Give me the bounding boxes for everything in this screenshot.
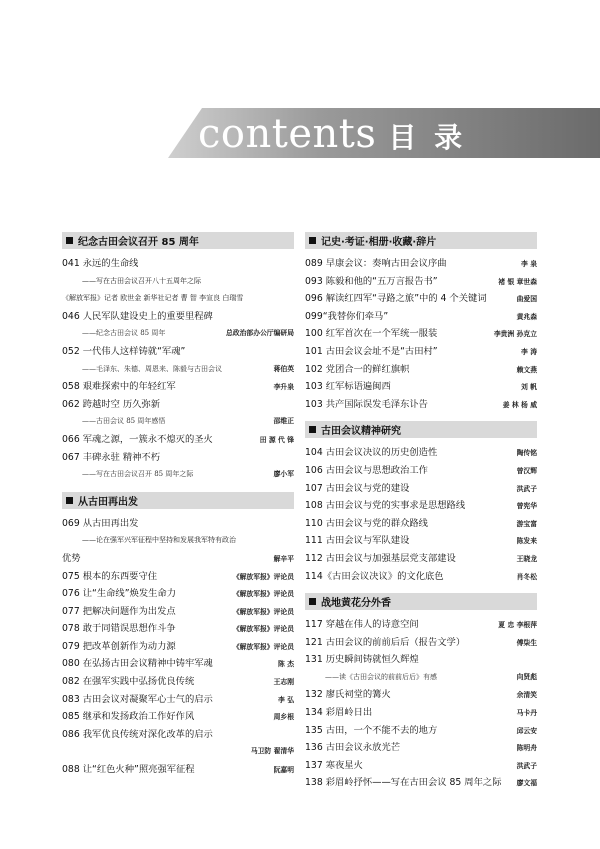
left-column bbox=[62, 232, 294, 779]
square-bullet-icon bbox=[309, 426, 316, 433]
entry-author: 阮嘉明 bbox=[273, 766, 294, 775]
toc-entry[interactable]: 132 廖氏祠堂的篝火 余清笑 bbox=[305, 686, 537, 704]
entry-author: 田 源 代 锋 bbox=[259, 435, 294, 444]
entry-author: 《解放军报》评论员 bbox=[232, 590, 294, 599]
entry-author: 李 涛 bbox=[521, 347, 537, 356]
entry-author: 游宝富 bbox=[516, 519, 537, 528]
entry-author: 曲爱国 bbox=[516, 295, 537, 304]
toc-entry[interactable]: 079 把改革创新作为动力源 《解放军报》评论员 bbox=[62, 638, 294, 656]
entry-author: 李贵洲 孙克立 bbox=[493, 330, 537, 339]
entry-author: 陈明舟 bbox=[516, 744, 537, 753]
toc-entry[interactable]: 069 从古田再出发 bbox=[62, 517, 139, 529]
square-bullet-icon bbox=[66, 497, 73, 504]
toc-entry[interactable]: 085 继承和发扬政治工作好作风 周乡根 bbox=[62, 708, 294, 726]
toc-entry[interactable]: 112 古田会议与加强基层党支部建设 王晓龙 bbox=[305, 550, 537, 568]
toc-entry[interactable]: 103 共产国际误发毛泽东讣告 姜 林 杨 威 bbox=[305, 396, 537, 414]
toc-entry[interactable]: 082 在强军实践中弘扬优良传统 王志刚 bbox=[62, 673, 294, 691]
section-header: 记史·考证·相册·收藏·辞片 bbox=[305, 232, 537, 249]
entry-author: 总政治部办公厅编研局 bbox=[226, 329, 294, 338]
entry-author: 肖冬松 bbox=[516, 572, 537, 581]
square-bullet-icon bbox=[66, 237, 73, 244]
toc-entry[interactable]: 066 军魂之源，一簇永不熄灭的圣火 田 源 代 锋 bbox=[62, 431, 294, 449]
entry-author: 廖文福 bbox=[516, 779, 537, 788]
entry-author: 李升泉 bbox=[273, 383, 294, 392]
entry-author: 褚 银 章世森 bbox=[498, 277, 537, 286]
toc-entry[interactable]: 108 古田会议与党的实事求是思想路线 曾宪华 bbox=[305, 497, 537, 515]
entry-author: 马卡丹 bbox=[516, 709, 537, 718]
toc-entry[interactable]: 075 根本的东西要守住 《解放军报》评论员 bbox=[62, 568, 294, 586]
section-header: 战地黄花分外香 bbox=[305, 593, 537, 610]
toc-entry[interactable]: 096 解读红四军“寻路之旅”中的 4 个关键词 曲爱国 bbox=[305, 290, 537, 308]
square-bullet-icon bbox=[309, 598, 316, 605]
entry-author: 洪武子 bbox=[516, 761, 537, 770]
toc-entry[interactable]: 078 敢于同错误思想作斗争 《解放军报》评论员 bbox=[62, 620, 294, 638]
entry-subtitle: ——纪念古田会议 85 周年 总政治部办公厅编研局 bbox=[62, 325, 294, 343]
toc-entry[interactable]: 088 让“红色火种”照亮强军征程 阮嘉明 bbox=[62, 761, 294, 779]
entry-author: 邵维正 bbox=[273, 417, 294, 426]
entry-subtitle: ——古田会议 85 周年感悟 邵维正 bbox=[62, 413, 294, 431]
toc-entry[interactable]: 093 陈毅和他的“五万言报告书” 褚 银 章世森 bbox=[305, 273, 537, 291]
toc-entry[interactable]: 107 古田会议与党的建设 洪武子 bbox=[305, 480, 537, 498]
entry-author: 陶传铭 bbox=[516, 449, 537, 458]
entry-author: 廖小军 bbox=[273, 470, 294, 479]
toc-entry[interactable]: 103 红军标语遍闽西 刘 帆 bbox=[305, 378, 537, 396]
section-header: 纪念古田会议召开 85 周年 bbox=[62, 232, 294, 249]
toc-entry[interactable]: 104 古田会议决议的历史创造性 陶传铭 bbox=[305, 444, 537, 462]
toc-entry[interactable]: 111 古田会议与军队建设 陈发来 bbox=[305, 532, 537, 550]
entry-author: 《解放军报》评论员 bbox=[232, 607, 294, 616]
entry-author: 黄兆森 bbox=[516, 312, 537, 321]
entry-author: 李 弘 bbox=[278, 695, 294, 704]
toc-entry[interactable]: 137 寒夜星火 洪武子 bbox=[305, 757, 537, 775]
entry-author: 蒋伯英 bbox=[273, 364, 294, 373]
entry-author: 邱云安 bbox=[516, 726, 537, 735]
entry-subtitle-cont: 优势 解辛平 bbox=[62, 550, 294, 568]
entry-author: 《解放军报》评论员 bbox=[232, 625, 294, 634]
toc-entry[interactable]: 058 艰难探索中的年轻红军 李升泉 bbox=[62, 378, 294, 396]
toc-entry[interactable]: 110 古田会议与党的群众路线 游宝富 bbox=[305, 515, 537, 533]
entry-author: 向贤彪 bbox=[516, 672, 537, 681]
toc-entry[interactable]: 099“我替你们牵马” 黄兆森 bbox=[305, 308, 537, 326]
toc-entry[interactable]: 134 彩眉岭日出 马卡丹 bbox=[305, 704, 537, 722]
entry-author: 余清笑 bbox=[516, 691, 537, 700]
toc-entry[interactable]: 100 红军首次在一个军统一服装 李贵洲 孙克立 bbox=[305, 325, 537, 343]
entry-author: 解辛平 bbox=[273, 554, 294, 563]
toc-entry[interactable]: 138 彩眉岭抒怀——写在古田会议 85 周年之际 廖文福 bbox=[305, 774, 537, 792]
toc-entry[interactable]: 046 人民军队建设史上的重要里程碑 bbox=[62, 310, 213, 322]
toc-entry[interactable]: 076 让“生命线”焕发生命力 《解放军报》评论员 bbox=[62, 585, 294, 603]
contents-title bbox=[198, 112, 466, 156]
entry-author: 刘 帆 bbox=[521, 383, 537, 392]
entry-subtitle: ——论在强军兴军征程中坚持和发展我军特有政治 bbox=[82, 536, 236, 545]
toc-entry[interactable]: 067 丰碑永驻 精神不朽 bbox=[62, 451, 161, 463]
entry-author: 陈发来 bbox=[516, 537, 537, 546]
toc-entry[interactable]: 102 党团合一的鲜红旗帜 赖文燕 bbox=[305, 361, 537, 379]
entry-subtitle: ——毛泽东、朱德、周恩来、陈毅与古田会议 蒋伯英 bbox=[62, 361, 294, 379]
contents-title-en: contents bbox=[198, 111, 377, 157]
entry-author: 夏 忠 李根萍 bbox=[498, 621, 537, 630]
entry-author: 陈 杰 bbox=[278, 660, 294, 669]
entry-author: 李 泉 bbox=[521, 260, 537, 268]
entry-author: 曾宪华 bbox=[516, 502, 537, 511]
entry-authors: 《解放军报》记者 欧世金 新华社记者 曹 智 李宣良 白瑞雪 bbox=[62, 294, 244, 303]
entry-author: 王晓龙 bbox=[516, 554, 537, 563]
toc-entry[interactable]: 114《古田会议决议》的文化底色 肖冬松 bbox=[305, 568, 537, 586]
entry-author: 洪武子 bbox=[516, 484, 537, 493]
entry-author: 王志刚 bbox=[273, 678, 294, 687]
square-bullet-icon bbox=[309, 237, 316, 244]
entry-subtitle: ——写在古田会议召开八十五周年之际 bbox=[82, 276, 201, 285]
toc-entry[interactable]: 131 历史瞬间铸就恒久辉煌 bbox=[305, 654, 419, 666]
entry-subtitle: ——读《古田会议的前前后后》有感 向贤彪 bbox=[305, 669, 537, 687]
toc-entry[interactable]: 083 古田会议对凝聚军心士气的启示 李 弘 bbox=[62, 691, 294, 709]
toc-entry[interactable]: 089 早康会议：奏响古田会议序曲 李 泉 bbox=[305, 255, 537, 273]
toc-entry[interactable]: 041 永远的生命线 bbox=[62, 258, 139, 269]
toc-entry[interactable]: 106 古田会议与思想政治工作 曾汉辉 bbox=[305, 462, 537, 480]
toc-entry[interactable]: 117 穿越在伟人的诗意空间 夏 忠 李根萍 bbox=[305, 616, 537, 634]
entry-author: 《解放军报》评论员 bbox=[232, 642, 294, 651]
entry-authors: 马卫防 翟清华 bbox=[250, 747, 294, 756]
entry-author: 姜 林 杨 威 bbox=[502, 400, 537, 409]
toc-entry[interactable]: 080 在弘扬古田会议精神中铸牢军魂 陈 杰 bbox=[62, 655, 294, 673]
entry-author: 傅柒生 bbox=[516, 638, 537, 647]
toc-entry[interactable]: 077 把解决问题作为出发点 《解放军报》评论员 bbox=[62, 603, 294, 621]
toc-entry[interactable]: 086 我军优良传统对深化改革的启示 bbox=[62, 728, 213, 740]
toc-entry[interactable]: 135 古田，一个不能不去的地方 邱云安 bbox=[305, 722, 537, 740]
contents-title-cn: 目 录 bbox=[388, 121, 467, 154]
section-header: 古田会议精神研究 bbox=[305, 421, 537, 438]
entry-author: 赖文燕 bbox=[516, 365, 537, 374]
section-header: 从古田再出发 bbox=[62, 492, 294, 509]
toc-entry[interactable]: 101 古田会议会址不是“古田村” 李 涛 bbox=[305, 343, 537, 361]
toc-entry[interactable]: 062 跨越时空 历久弥新 bbox=[62, 398, 161, 410]
right-column bbox=[305, 232, 537, 792]
entry-author: 《解放军报》评论员 bbox=[232, 572, 294, 581]
toc-entry[interactable]: 121 古田会议的前前后后（报告文学） 傅柒生 bbox=[305, 634, 537, 652]
toc-entry[interactable]: 052 一代伟人这样铸就“军魂” bbox=[62, 345, 186, 357]
entry-author: 曾汉辉 bbox=[516, 466, 537, 475]
entry-subtitle: ——写在古田会议召开 85 周年之际 廖小军 bbox=[62, 466, 294, 484]
entry-author: 周乡根 bbox=[273, 713, 294, 722]
toc-entry[interactable]: 136 古田会议永放光芒 陈明舟 bbox=[305, 739, 537, 757]
